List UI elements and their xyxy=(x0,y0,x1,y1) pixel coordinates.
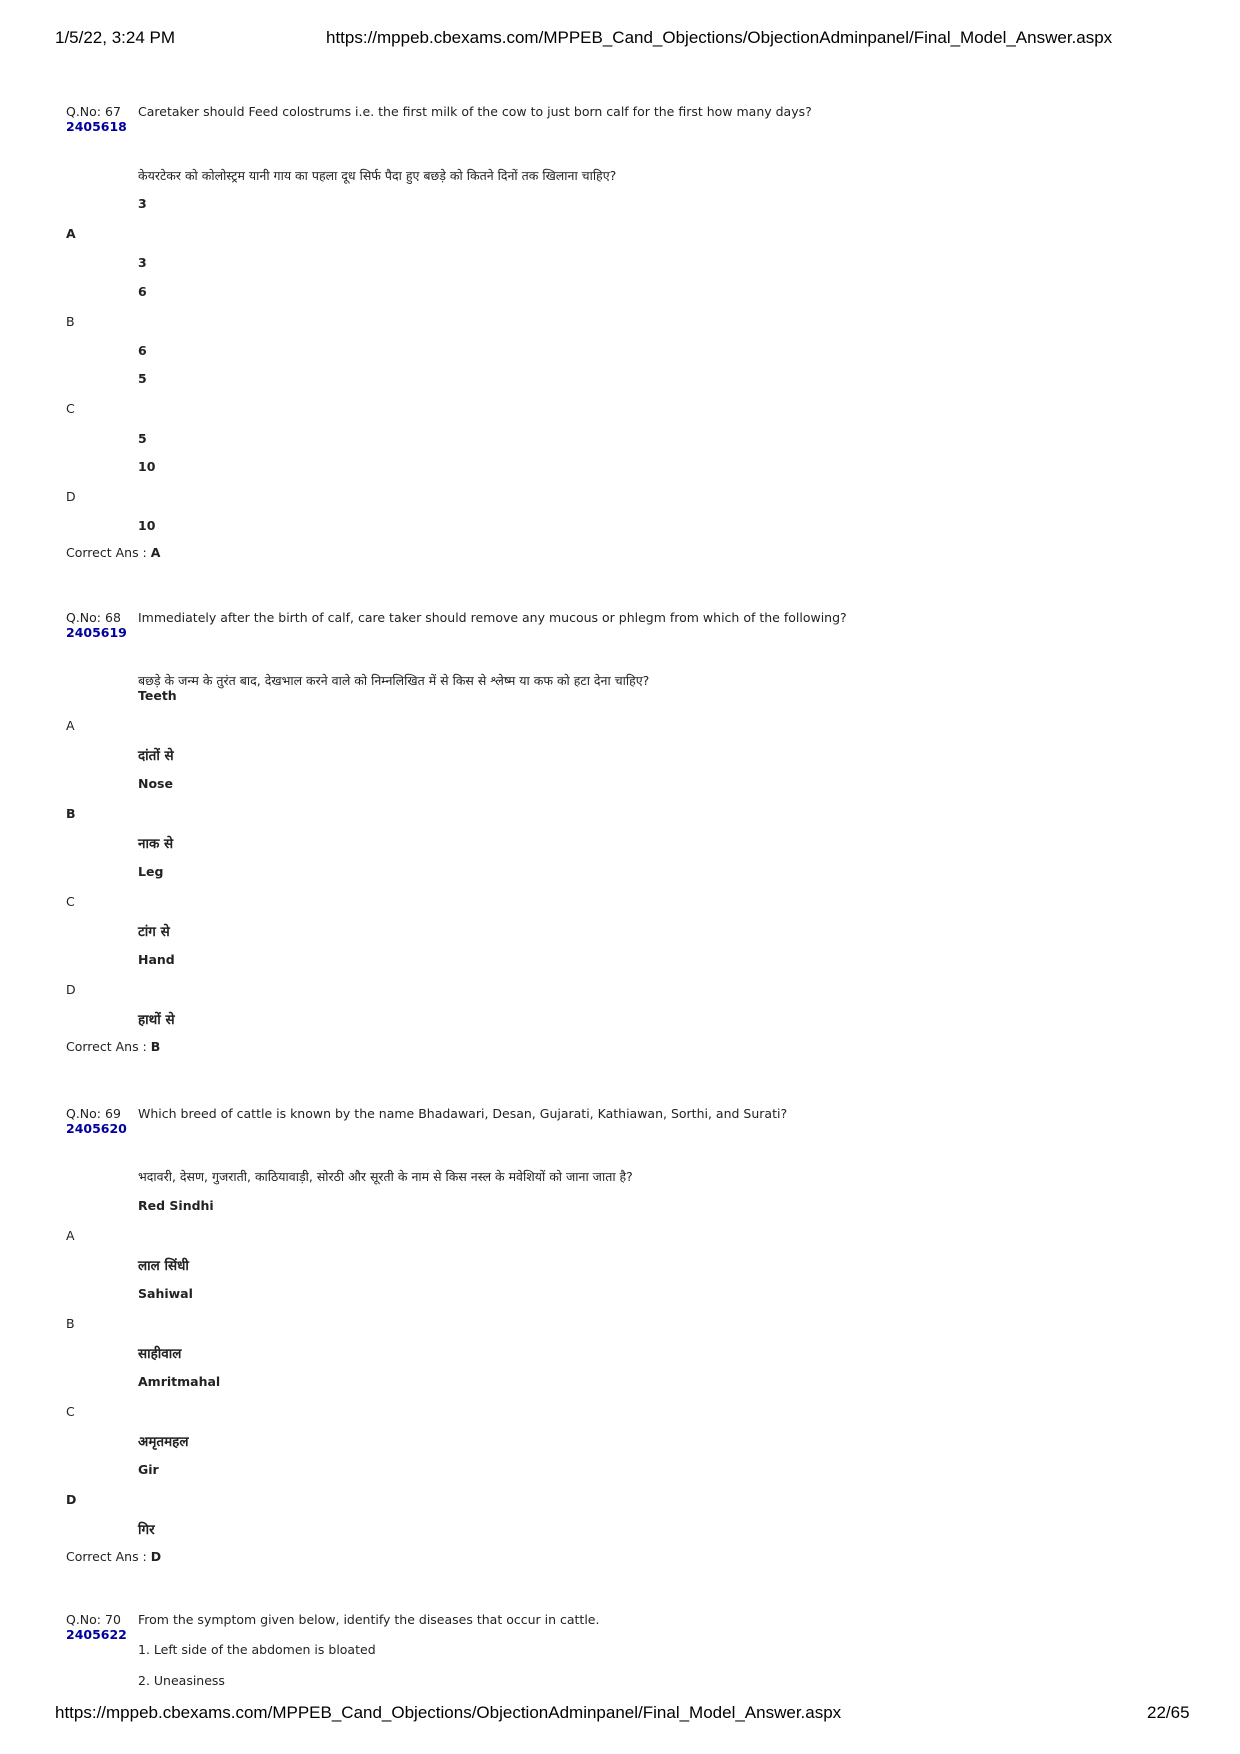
option-b-text-hindi: 6 xyxy=(138,343,147,358)
print-footer-url: https://mppeb.cbexams.com/MPPEB_Cand_Objections/ObjectionAdminpanel/Final_Model_Answer.aspx xyxy=(55,1703,842,1722)
option-b-letter: B xyxy=(66,1316,75,1331)
option-d-text-hindi: 10 xyxy=(138,518,156,533)
option-a-text: Red Sindhi xyxy=(138,1198,214,1213)
option-b-text: Sahiwal xyxy=(138,1286,193,1301)
print-header xyxy=(0,28,1240,50)
print-header-url: https://mppeb.cbexams.com/MPPEB_Cand_Objections/ObjectionAdminpanel/Final_Model_Answer.aspx xyxy=(326,28,1113,47)
question-id: 2405622 xyxy=(66,1627,127,1642)
option-a-letter: A xyxy=(66,718,75,733)
option-d-text-hindi: हाथों से xyxy=(138,1012,175,1028)
option-d-text-hindi: गिर xyxy=(138,1522,155,1538)
option-a-text: Teeth xyxy=(138,688,177,703)
question-text: Which breed of cattle is known by the name Bhadawari, Desan, Gujarati, Kathiawan, Sorthi, and Surati? xyxy=(138,1106,788,1121)
correct-answer-value: B xyxy=(150,1039,161,1054)
correct-answer xyxy=(66,545,160,560)
option-c-text: 5 xyxy=(138,371,147,386)
option-a-text-hindi: दांतों से xyxy=(138,748,174,764)
correct-answer xyxy=(66,1039,160,1054)
correct-answer xyxy=(66,1549,161,1564)
correct-answer-value: D xyxy=(150,1549,162,1564)
option-a-text-hindi: लाल सिंधी xyxy=(138,1258,189,1274)
option-d-text: Hand xyxy=(138,952,175,967)
question-number: Q.No: 70 xyxy=(66,1612,121,1627)
question-text-hindi: बछड़े के जन्म के तुरंत बाद, देखभाल करने वाले को निम्नलिखित में से किस से श्लेष्म या कफ को हटा देना चाहिए? xyxy=(138,673,650,688)
correct-answer-label: Correct Ans : xyxy=(66,1039,151,1054)
option-c-text-hindi: 5 xyxy=(138,431,147,446)
print-datetime: 1/5/22, 3:24 PM xyxy=(55,28,176,47)
option-d-text: 10 xyxy=(138,459,156,474)
option-a-letter: A xyxy=(66,226,76,241)
symptom-item: 1. Left side of the abdomen is bloated xyxy=(138,1642,376,1657)
option-c-text-hindi: टांग से xyxy=(138,924,170,940)
question-id: 2405619 xyxy=(66,625,127,640)
option-d-letter: D xyxy=(66,489,76,504)
question-text-hindi: भदावरी, देसण, गुजराती, काठियावाड़ी, सोरठी और सूरती के नाम से किस नस्ल के मवेशियों को जाना जाता है? xyxy=(138,1169,633,1184)
option-b-letter: B xyxy=(66,314,75,329)
option-d-text: Gir xyxy=(138,1462,159,1477)
option-b-text: Nose xyxy=(138,776,173,791)
question-number: Q.No: 67 xyxy=(66,104,121,119)
option-c-text: Amritmahal xyxy=(138,1374,221,1389)
option-d-letter: D xyxy=(66,1492,77,1507)
correct-answer-label: Correct Ans : xyxy=(66,545,151,560)
print-footer xyxy=(0,1703,1240,1725)
question-number: Q.No: 69 xyxy=(66,1106,121,1121)
option-a-letter: A xyxy=(66,1228,75,1243)
option-a-text-hindi: 3 xyxy=(138,255,147,270)
option-a-text: 3 xyxy=(138,196,147,211)
question-text: Immediately after the birth of calf, care taker should remove any mucous or phlegm from which of the following? xyxy=(138,610,847,625)
question-id: 2405620 xyxy=(66,1121,127,1136)
option-c-text-hindi: अमृतमहल xyxy=(138,1434,189,1450)
option-d-letter: D xyxy=(66,982,76,997)
question-id: 2405618 xyxy=(66,119,127,134)
option-c-letter: C xyxy=(66,1404,75,1419)
option-b-text: 6 xyxy=(138,284,147,299)
option-b-text-hindi: नाक से xyxy=(138,836,174,852)
question-text-hindi: केयरटेकर को कोलोस्ट्रम यानी गाय का पहला दूध सिर्फ पैदा हुए बछड़े को कितने दिनों तक खिलाना चाहिए? xyxy=(138,168,617,183)
correct-answer-value: A xyxy=(150,545,161,560)
question-number: Q.No: 68 xyxy=(66,610,121,625)
option-c-text: Leg xyxy=(138,864,164,879)
question-text: From the symptom given below, identify the diseases that occur in cattle. xyxy=(138,1612,600,1627)
option-c-letter: C xyxy=(66,401,75,416)
option-b-text-hindi: साहीवाल xyxy=(138,1346,182,1362)
correct-answer-label: Correct Ans : xyxy=(66,1549,151,1564)
page-number: 22/65 xyxy=(1147,1703,1190,1722)
option-c-letter: C xyxy=(66,894,75,909)
question-text: Caretaker should Feed colostrums i.e. the first milk of the cow to just born calf for the first how many days? xyxy=(138,104,812,119)
symptom-item: 2. Uneasiness xyxy=(138,1673,225,1688)
option-b-letter: B xyxy=(66,806,76,821)
